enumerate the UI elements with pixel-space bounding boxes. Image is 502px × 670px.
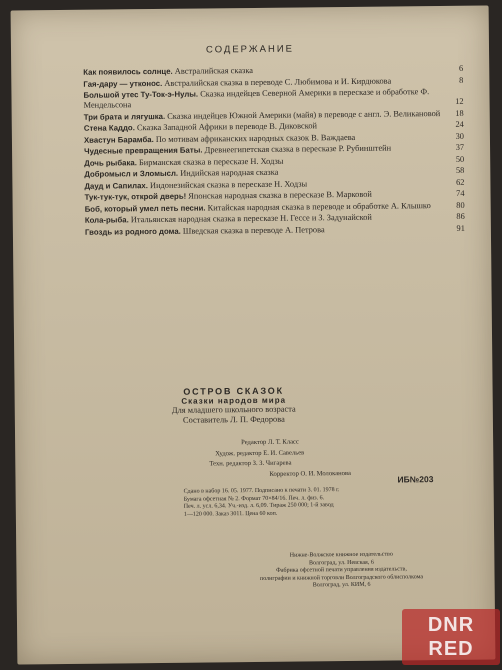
page-number: 62 [455, 177, 465, 187]
toc-title: СОДЕРЖАНИЕ [205, 43, 295, 56]
book-title: ОСТРОВ СКАЗОК [183, 385, 284, 397]
page-number: 50 [455, 154, 465, 164]
page-number: 8 [459, 75, 464, 85]
toc-entry: Добромысл и Зломысл. Индийская народная сказка 58 [84, 165, 465, 179]
publisher-line: Фабрика офсетной печати управления издательств, [276, 566, 407, 574]
toc-entry: Чудесные превращения Баты. Древнеегипетская сказка в пересказе Р. Рубинштейн 37 [84, 142, 465, 156]
toc-entry: Кола-рыба. Итальянская народная сказка в пересказе Н. Гессе и З. Задунайской 86 [84, 211, 465, 225]
page-number: 12 [455, 96, 464, 107]
watermark-logo: DNR RED [402, 609, 500, 665]
page-number: 30 [455, 131, 464, 141]
print-detail-line: Бумага офсетная № 2. Формат 70×84/16. Печ. л. физ. 6. [183, 494, 325, 503]
page-number: 74 [456, 188, 465, 199]
age-note: Для младшего школьного возраста [171, 404, 296, 415]
toc-entry: Боб, который умел петь песни. Китайская народная сказка в переводе и обработке А. Клышко 80 [84, 200, 465, 214]
page-number: 80 [456, 200, 465, 210]
page-number: 18 [455, 108, 464, 118]
print-detail-line: Печ. л. усл. 6,34. Уч.-изд. л. 6,09. Тираж 250 000; 1-й завод [183, 502, 334, 510]
publisher-line: Волгоград, ул. Невская, 6 [308, 559, 374, 567]
table-of-contents [83, 64, 465, 239]
book-page [11, 6, 496, 665]
imprint-block [15, 383, 493, 427]
credit-line: Редактор Л. Т. Класс [241, 438, 299, 447]
publisher-line: Волгоград, ул. КИМ, 6 [312, 582, 371, 589]
page-number: 58 [455, 165, 465, 176]
publisher-info [206, 551, 476, 592]
credit-line: Корректор О. И. Молоканова [269, 469, 351, 478]
print-detail-line: Сдано в набор 16. 05. 1977. Подписано к печати 3. 01. 1978 г. [183, 487, 340, 495]
toc-entry: Как появилось солнце. Австралийская сказка 6 [83, 63, 464, 77]
toc-entry: Дочь рыбака. Бирманская сказка в пересказе Н. Ходзы 50 [84, 154, 465, 168]
toc-entry: Три брата и лягушка. Сказка индейцев Южной Америки (майя) в переводе с англ. Э. Великановой 18 [83, 108, 464, 122]
page-number: 37 [455, 142, 465, 153]
page-number: 86 [456, 211, 465, 222]
publisher-line: полиграфии и книжной торговли Волгоградского облисполкома [260, 574, 424, 582]
ib-number: ИБ№203 [397, 474, 434, 485]
credit-line: Техн. редактор З. З. Чигарева [209, 459, 292, 468]
page-number: 6 [458, 63, 464, 73]
toc-entry: Большой утес Ту-Ток-э-Нулы. Сказка индейцев Северной Америки в пересказе и обработке Ф. Мендельсона 12 [83, 87, 464, 110]
print-detail-line: 1—120 000. Заказ 3011. Цена 60 коп. [183, 510, 278, 518]
page-number: 91 [456, 223, 465, 233]
toc-entry: Дауд и Сапилах. Индонезийская сказка в пересказе Н. Ходзы 62 [84, 177, 465, 191]
toc-entry: Гвоздь из родного дома. Шведская сказка в переводе А. Петрова 91 [84, 223, 465, 237]
page-number: 24 [455, 119, 464, 130]
compiler: Составитель Л. П. Федорова [182, 414, 285, 425]
toc-entry: Тук-тук-тук, открой дверь! Японская народная сказка в пересказе В. Марковой 74 [84, 188, 465, 202]
toc-entry: Хвастун Барамба. По мотивам африканских народных сказок В. Важдаева 30 [83, 131, 464, 145]
toc-entry: Стена Каддо. Сказка Западной Африки в переводе В. Диковской 24 [83, 119, 464, 133]
credit-line: Худож. редактор Е. И. Савельев [215, 448, 305, 457]
toc-entry: Гая-дару — утконос. Австралийская сказка в переводе С. Любимова и И. Кирдюкова 8 [83, 75, 464, 89]
book-subtitle: Сказки народов мира [181, 395, 287, 406]
publisher-line: Нижне-Волжское книжное издательство [289, 551, 393, 559]
print-details [184, 486, 484, 520]
